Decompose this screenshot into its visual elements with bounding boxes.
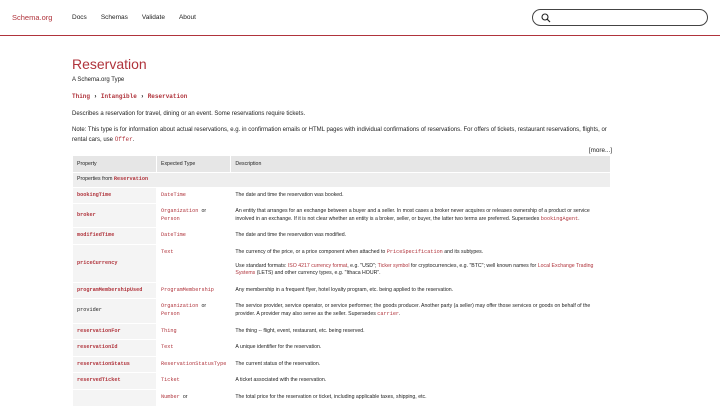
table-row — [73, 373, 611, 390]
property-description: The thing -- flight, event, restaurant, etc. being reserved. — [231, 323, 611, 340]
type-description: Describes a reservation for travel, dining or an event. Some reservations require tickets. — [72, 111, 306, 117]
property-description: The total price for the reservation or ticket, including applicable taxes, shipping, etc. — [231, 389, 611, 406]
site-logo-link[interactable]: Schema.org — [12, 13, 53, 22]
iso-4217-link[interactable]: ISO 4217 currency format — [287, 262, 348, 269]
desc-text: , e.g. "USD"; — [347, 262, 378, 269]
desc-text: Use standard formats: — [235, 262, 288, 269]
desc-text: for cryptocurrencies, e.g. "BTC"; well known names for — [409, 262, 538, 269]
property-description: The current status of the reservation. — [231, 356, 611, 373]
table-row — [73, 356, 611, 373]
more-link[interactable]: [more...] — [588, 147, 612, 154]
or-text: or — [201, 303, 207, 310]
header-expected-type: Expected Type — [157, 156, 231, 173]
section-prefix: Properties from — [77, 176, 114, 182]
type-note — [72, 126, 607, 145]
main-content — [72, 50, 612, 407]
property-description: A ticket associated with the reservation. — [231, 373, 611, 390]
property-description: Any membership in a frequent flyer, hotel loyalty program, etc. being applied to the reservation. — [231, 282, 611, 299]
property-name[interactable]: broker — [73, 204, 157, 228]
top-header — [0, 0, 720, 36]
table-row — [73, 282, 611, 299]
property-name[interactable]: priceCurrency — [73, 244, 157, 282]
ticker-symbol-link[interactable]: Ticker symbol — [377, 262, 410, 269]
breadcrumb — [72, 93, 612, 100]
type-link[interactable]: DateTime — [161, 232, 186, 239]
expected-type — [157, 299, 231, 323]
desc-paragraph — [235, 249, 606, 257]
expected-type — [157, 373, 231, 390]
table-row — [73, 187, 611, 204]
breadcrumb-thing[interactable]: Thing — [72, 93, 91, 100]
nav-about[interactable]: About — [178, 14, 196, 21]
property-description: The date and time the reservation was booked. — [231, 187, 611, 204]
property-name[interactable]: provider — [73, 299, 157, 323]
properties-table — [72, 155, 611, 407]
type-link[interactable]: Text — [161, 248, 174, 255]
note-text: Note: This type is for information about actual reservations, e.g. in confirmation emails or HTML pages with individual confirmations of reservations. For offers of tickets, restaurant reservations, flights, or rental cars, use — [72, 127, 607, 143]
breadcrumb-separator: › — [93, 93, 98, 100]
property-name[interactable]: programMembershipUsed — [73, 282, 157, 299]
table-row — [73, 228, 611, 245]
table-row — [73, 299, 611, 323]
desc-text: (LETS) and other currency types, e.g. "Ithaca HOUR". — [255, 270, 381, 277]
type-link[interactable]: Person — [161, 215, 180, 222]
property-name[interactable]: reservationFor — [73, 323, 157, 340]
search-icon — [541, 13, 551, 23]
table-row — [73, 389, 611, 406]
property-name[interactable]: modifiedTime — [73, 228, 157, 245]
desc-end: . — [578, 215, 580, 222]
type-link[interactable]: Text — [161, 344, 174, 351]
table-row — [73, 340, 611, 357]
table-row — [73, 323, 611, 340]
property-description: The date and time the reservation was modified. — [231, 228, 611, 245]
type-link[interactable]: Organization — [161, 303, 199, 310]
supersedes-link[interactable]: carrier — [377, 310, 400, 317]
property-description: A unique identifier for the reservation. — [231, 340, 611, 357]
nav-docs[interactable]: Docs — [72, 14, 87, 21]
property-description — [231, 299, 611, 323]
note-end: . — [132, 137, 135, 143]
desc-text: An entity that arranges for an exchange between a buyer and a seller. In most cases a broker never acquires or releases ownership of a product or service involved in an exchange. If it is not clear whether an entity is a broker, seller, or buyer, the latter two terms are preferred. Supersedes — [235, 208, 590, 222]
type-link[interactable]: ReservationStatusType — [161, 360, 227, 367]
breadcrumb-separator: › — [140, 93, 145, 100]
nav-validate[interactable]: Validate — [141, 14, 165, 21]
nav-schemas[interactable]: Schemas — [100, 14, 128, 21]
or-text: or — [201, 208, 207, 215]
or-text: or — [182, 393, 188, 400]
table-row — [73, 204, 611, 228]
supersedes-link[interactable]: bookingAgent — [540, 215, 579, 222]
expected-type — [157, 323, 231, 340]
property-description — [231, 204, 611, 228]
expected-type — [157, 282, 231, 299]
price-spec-link[interactable]: PriceSpecification — [386, 248, 443, 255]
offer-link[interactable]: Offer — [114, 136, 133, 143]
expected-type — [157, 228, 231, 245]
type-link[interactable]: ProgramMembership — [161, 286, 214, 293]
lets-link[interactable]: Local Exchange Trading Systems — [235, 262, 594, 277]
table-row — [73, 244, 611, 282]
desc-text: The service provider, service operator, or service performer; the goods producer. Another party (a seller) may offer those services or goods on behalf of the provider. A provider may also serve as the seller. Supersedes — [235, 303, 591, 317]
page-title: Reservation — [72, 56, 147, 72]
property-name[interactable] — [73, 389, 157, 406]
header-description: Description — [231, 156, 611, 173]
main-nav — [72, 14, 196, 21]
type-link[interactable]: Ticket — [161, 377, 180, 384]
section-type-link[interactable]: Reservation — [113, 176, 149, 182]
search-box[interactable] — [532, 9, 708, 26]
property-name[interactable]: reservedTicket — [73, 373, 157, 390]
type-link[interactable]: DateTime — [161, 191, 186, 198]
expected-type — [157, 389, 231, 406]
table-header-row — [73, 156, 611, 173]
breadcrumb-intangible[interactable]: Intangible — [100, 93, 137, 100]
desc-end: . — [399, 310, 401, 317]
expected-type — [157, 204, 231, 228]
property-name[interactable]: reservationId — [73, 340, 157, 357]
header-property: Property — [73, 156, 157, 173]
page-subtitle: A Schema.org Type — [72, 77, 125, 83]
type-link[interactable]: Number — [161, 393, 180, 400]
property-name[interactable]: reservationStatus — [73, 356, 157, 373]
property-description — [231, 244, 611, 282]
expected-type — [157, 340, 231, 357]
expected-type — [157, 187, 231, 204]
section-row — [73, 173, 611, 188]
desc-text: The currency of the price, or a price component when attached to — [235, 248, 387, 255]
section-label — [73, 173, 611, 188]
type-link[interactable]: Organization — [161, 208, 199, 215]
type-link[interactable]: Person — [161, 310, 180, 317]
expected-type — [157, 244, 231, 282]
desc-text: and its subtypes. — [442, 248, 484, 255]
search-input[interactable] — [557, 12, 702, 23]
expected-type — [157, 356, 231, 373]
property-name[interactable]: bookingTime — [73, 187, 157, 204]
type-link[interactable]: Thing — [161, 327, 177, 334]
breadcrumb-reservation[interactable]: Reservation — [147, 93, 188, 100]
desc-paragraph — [235, 263, 606, 278]
